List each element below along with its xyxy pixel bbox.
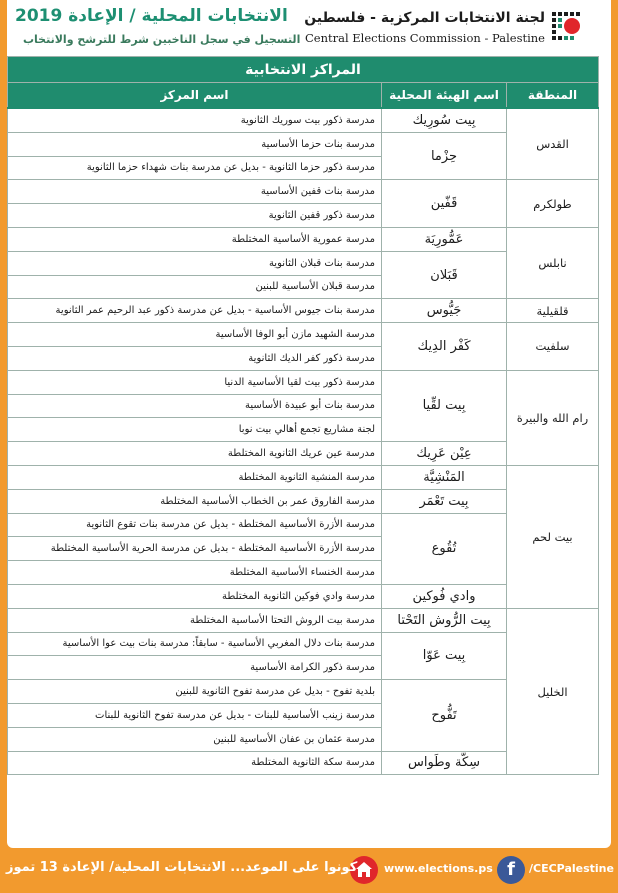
center-cell: مدرسة زينب الأساسية للبنات - بديل عن مدرسة تفوح الثانوية للبنات: [8, 703, 382, 727]
center-cell: لجنة مشاريع تجمع أهالي بيت نوبا: [8, 418, 382, 442]
center-cell: مدرسة الشهيد مازن أبو الوفا الأساسية: [8, 323, 382, 347]
center-cell: مدرسة ذكور بيت سوريك الثانوية: [8, 108, 382, 132]
center-cell: مدرسة ذكور بيت لقيا الأساسية الدنيا: [8, 370, 382, 394]
authority-cell: قَبَلان: [382, 251, 507, 299]
authority-cell: جَيُّوس: [382, 299, 507, 323]
authority-cell: سِكَّة وطَواس: [382, 751, 507, 775]
column-header-center: اسم المركز: [8, 83, 382, 109]
table-row: [8, 608, 599, 632]
region-cell: بيت لحم: [507, 465, 599, 608]
website-link[interactable]: www.elections.ps: [384, 862, 493, 875]
authority-cell: قَفّين: [382, 180, 507, 228]
authority-cell: عَمُّورِيَة: [382, 227, 507, 251]
center-cell: مدرسة بيت الروش التحتا الأساسية المختلطة: [8, 608, 382, 632]
center-cell: مدرسة بنات جيوس الأساسية - بديل عن مدرسة ذكور عبد الرحيم عمر الثانوية: [8, 299, 382, 323]
table-row: [8, 108, 599, 132]
authority-cell: تُقُوع: [382, 513, 507, 584]
center-cell: مدرسة وادي فوكين الثانوية المختلطة: [8, 584, 382, 608]
center-cell: مدرسة الفاروق عمر بن الخطاب الأساسية المختلطة: [8, 489, 382, 513]
facebook-icon[interactable]: f: [497, 856, 525, 884]
region-cell: الخليل: [507, 608, 599, 775]
center-cell: مدرسة بنات دلال المغربي الأساسية - سابقاً: مدرسة بنات بيت عوا الأساسية: [8, 632, 382, 656]
page-subtitle: التسجيل في سجل الناخبين شرط للترشح والانتخاب: [23, 33, 301, 46]
authority-cell: كَفْر الدِيك: [382, 323, 507, 371]
page-title: الانتخابات المحلية / الإعادة 2019: [15, 6, 288, 26]
center-cell: مدرسة ذكور حزما الثانوية - بديل عن مدرسة بنات شهداء حزما الثانوية: [8, 156, 382, 180]
center-cell: مدرسة عمورية الأساسية المختلطة: [8, 227, 382, 251]
authority-cell: بِيت تَعْمَر: [382, 489, 507, 513]
region-cell: نابلس: [507, 227, 599, 298]
table-row: [8, 370, 599, 394]
table-row: [8, 227, 599, 251]
center-cell: مدرسة سكة الثانوية المختلطة: [8, 751, 382, 775]
center-cell: مدرسة قبلان الأساسية للبنين: [8, 275, 382, 299]
center-cell: مدرسة ذكور كفر الديك الثانوية: [8, 346, 382, 370]
center-cell: مدرسة عثمان بن عفان الأساسية للبنين: [8, 727, 382, 751]
center-cell: مدرسة ذكور الكرامة الأساسية: [8, 656, 382, 680]
facebook-link[interactable]: /CECPalestine: [529, 862, 614, 875]
authority-cell: بِيت الرُّوش التَحْتا: [382, 608, 507, 632]
center-cell: مدرسة بنات قبلان الثانوية: [8, 251, 382, 275]
center-cell: مدرسة بنات قفين الأساسية: [8, 180, 382, 204]
commission-name-arabic: لجنة الانتخابات المركزية - فلسطين: [304, 10, 545, 26]
center-cell: مدرسة الخنساء الأساسية المختلطة: [8, 561, 382, 585]
region-cell: قلقيلية: [507, 299, 599, 323]
column-header-authority: اسم الهيئة المحلية: [382, 83, 507, 109]
authority-cell: حِزْما: [382, 132, 507, 180]
commission-name-english: Central Elections Commission - Palestine: [304, 31, 545, 45]
authority-cell: بِيت سُورِيك: [382, 108, 507, 132]
polling-centers-table: [7, 56, 599, 775]
authority-cell: وادي فُوكين: [382, 584, 507, 608]
table-banner: المراكز الانتخابية: [8, 57, 599, 83]
authority-cell: بِيت لقِّيا: [382, 370, 507, 441]
region-cell: سلفيت: [507, 323, 599, 371]
region-cell: طولكرم: [507, 180, 599, 228]
table-row: [8, 465, 599, 489]
authority-cell: تَفُّوح: [382, 680, 507, 751]
center-cell: مدرسة المنشية الثانوية المختلطة: [8, 465, 382, 489]
center-cell: مدرسة بنات أبو عبيدة الأساسية: [8, 394, 382, 418]
authority-cell: بِيت عَوّا: [382, 632, 507, 680]
center-cell: مدرسة الأزرة الأساسية المختلطة - بديل عن مدرسة الحرية الأساسية المختلطة: [8, 537, 382, 561]
center-cell: مدرسة عين عريك الثانوية المختلطة: [8, 442, 382, 466]
region-cell: رام الله والبيرة: [507, 370, 599, 465]
footer-slogan: كونوا على الموعد... الانتخابات المحلية/ الإعادة 13 تموز: [6, 860, 358, 875]
header: [7, 0, 611, 56]
authority-cell: المَنْشِيَّة: [382, 465, 507, 489]
cec-logo-icon: [552, 12, 582, 42]
table-row: [8, 299, 599, 323]
region-cell: القدس: [507, 108, 599, 180]
authority-cell: عِيْن عَرِيك: [382, 442, 507, 466]
table-row: [8, 180, 599, 204]
center-cell: مدرسة ذكور قفين الثانوية: [8, 204, 382, 228]
center-cell: مدرسة الأزرة الأساسية المختلطة - بديل عن مدرسة بنات تقوع الثانوية: [8, 513, 382, 537]
center-cell: بلدية تفوح - بديل عن مدرسة تفوح الثانوية للبنين: [8, 680, 382, 704]
center-cell: مدرسة بنات حزما الأساسية: [8, 132, 382, 156]
table-row: [8, 323, 599, 347]
column-header-region: المنطقة: [507, 83, 599, 109]
